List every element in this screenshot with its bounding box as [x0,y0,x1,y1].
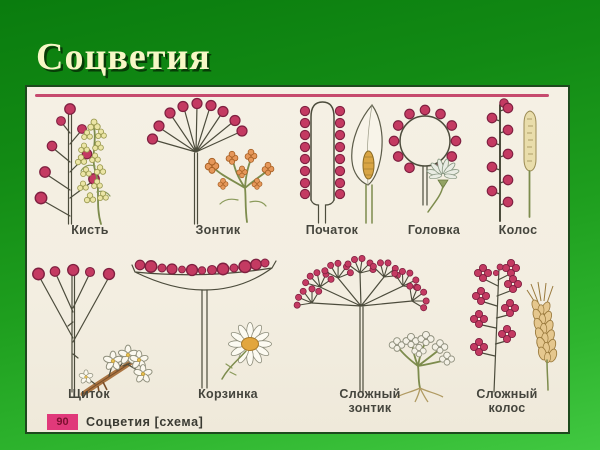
label-spike: Колос [498,223,538,237]
compound-umbel-diagram [300,260,450,395]
label-compound-umbel: Сложный зонтик [339,387,401,416]
raceme-diagram [37,100,152,225]
calla-lily-example [352,105,382,223]
capitulum-diagram [132,260,297,390]
daisy-example [222,323,272,380]
head-diagram [385,95,485,225]
label-head: Головка [407,223,461,237]
umbel-plant-example [205,149,274,222]
capitulum-flowers [135,259,269,276]
spadix-flowers [300,106,344,198]
clover-example [426,158,459,212]
corymb-flowers [33,265,115,280]
label-umbel: Зонтик [195,223,241,237]
wheat-ear-example [527,282,558,390]
label-capitulum: Корзинка [198,387,258,401]
raceme-plant-example [75,119,110,224]
label-spadix: Початок [305,223,359,237]
spike-diagram [480,95,552,225]
figure-caption: Соцветия [схема] [86,415,204,429]
plantain-example [524,111,536,217]
page-number-badge [47,414,78,430]
label-compound-spike: Сложный колос [476,387,538,416]
compound-spike-diagram [455,260,570,395]
textbook-figure-panel [25,85,570,434]
umbel-diagram [150,100,275,225]
label-raceme: Кисть [71,223,109,237]
page-number: 90 [56,416,69,428]
spadix-diagram [297,95,392,225]
slide-title: Соцветия [36,36,211,78]
label-corymb: Щиток [68,387,110,401]
